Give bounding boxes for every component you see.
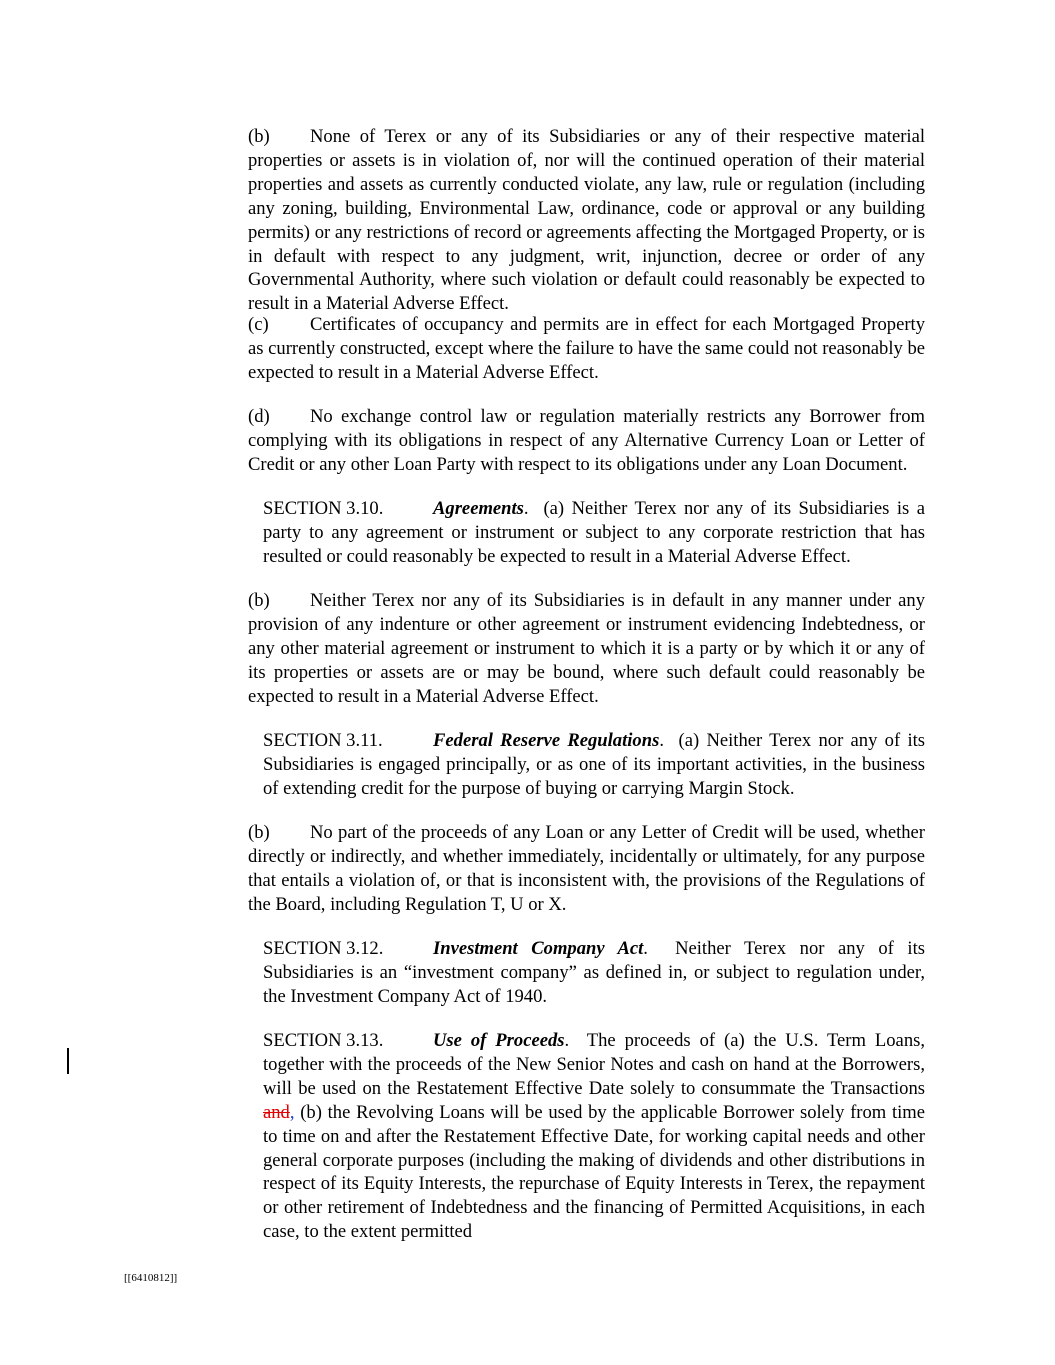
document-id-footer: [[6410812]] (124, 1272, 178, 1284)
section-heading: Investment Company Act (433, 938, 644, 959)
paragraph-text-continued: (b) the Revolving Loans will be used by the applicable Borrower solely from time to time on and after the Restatement Effective Date, for working capital needs and other general corporate purposes (including the making of dividends and other distributions in respect of its Equity Interests, the repurchase of Equity Interests in Terex, the repayment or other retirement of Indebtedness and the financing of Permitted Acquisitions, in each case, to the extent permitted (263, 1101, 925, 1243)
paragraph-text: No part of the proceeds of any Loan or any Letter of Credit will be used, whether directly or indirectly, and whether immediately, incidentally or ultimately, for any purpose that entails a violation of, or that is inconsistent with, the provisions of the Regulations of the Board, including Regulation T, U or X. (248, 822, 925, 915)
paragraph-text: None of Terex or any of its Subsidiaries or any of their respective material properties or assets is in violation of, nor will the continued operation of their material properties and assets as currently conducted violate, any law, rule or regulation (including any zoning, building, Environmental Law, ordinance, code or approval or any building permits) or any restrictions of record or agreements affecting the Mortgaged Property, or is in default with respect to any judgment, writ, injunction, decree or order of any Governmental Authority, where such violation or default could reasonably be expected to result in a Material Adverse Effect. (248, 126, 925, 315)
clause-number: (d) (248, 406, 270, 427)
section-3-10: SECTION 3.10. Agreements. (a) Neither Terex nor any of its Subsidiaries is a party to any agreement or instrument or subject to any corporate restriction that has resulted or could reasonably be expected to result in a Material Adverse Effect. (263, 498, 925, 567)
section-number: SECTION 3.12. (263, 938, 384, 959)
paragraph-text: The proceeds of (a) the U.S. Term Loans, together with the proceeds of the New Senior Notes and cash on hand at the Borrowers, will be used on the Restatement Effective Date solely to consummate the Transactions (263, 1030, 925, 1099)
paragraph-text: Certificates of occupancy and permits are in effect for each Mortgaged Property as currently constructed, except where the failure to have the same could not reasonably be expected to result in a Material Adverse Effect. (248, 314, 925, 383)
clause-number: (b) (248, 126, 270, 147)
section-3-13: SECTION 3.13. Use of Proceeds. The proceeds of (a) the U.S. Term Loans, together with the proceeds of the New Senior Notes and cash on hand at the Borrowers, will be used on the Restatement Effective Date solely to consummate the Transactions and, (b) the Revolving Loans will be used by the applicable Borrower solely from time to time on and after the Restatement Effective Date, for working capital needs and other general corporate purposes (including the making of dividends and other distributions in respect of its Equity Interests, the repurchase of Equity Interests in Terex, the repayment or other retirement of Indebtedness and the financing of Permitted Acquisitions, in each case, to the extent permitted (263, 1030, 925, 1243)
clause-number: (c) (248, 314, 269, 335)
section-number: SECTION 3.13. (263, 1030, 384, 1051)
section-number: SECTION 3.10. (263, 498, 384, 519)
paragraph-3-11-b (124, 821, 925, 917)
inserted-text: , (289, 1101, 295, 1123)
section-heading: Use of Proceeds (433, 1030, 565, 1051)
paragraph-text: (a) Neither Terex nor any of its Subsidiaries is engaged principally, or as one of its important activities, in the business of extending credit for the purpose of buying or carrying Margin Stock. (263, 730, 926, 799)
section-heading: Federal Reserve Regulations (433, 730, 660, 751)
paragraph-3-10-b (124, 589, 925, 709)
clause-number: (b) (248, 590, 270, 611)
paragraph-3-9-c (124, 313, 925, 385)
paragraph-text: (a) Neither Terex nor any of its Subsidiaries is a party to any agreement or instrument or subject to any corporate restriction that has resulted or could reasonably be expected to result in a Material Adverse Effect. (263, 498, 925, 567)
section-heading: Agreements (433, 498, 524, 519)
section-3-12: SECTION 3.12. Investment Company Act. Neither Terex nor any of its Subsidiaries is an “investment company” as defined in, or subject to regulation under, the Investment Company Act of 1940. (263, 938, 925, 1007)
paragraph-text: Neither Terex nor any of its Subsidiaries is in default in any manner under any provision of any indenture or other agreement or instrument evidencing Indebtedness, or any other material agreement or instrument to which it is a party or by which it or any of its properties or assets are or may be bound, where such default could reasonably be expected to result in a Material Adverse Effect. (248, 590, 925, 707)
paragraph-text: No exchange control law or regulation materially restricts any Borrower from complying with its obligations in respect of any Alternative Currency Loan or Letter of Credit or any other Loan Party with respect to its obligations under any Loan Document. (248, 406, 925, 475)
paragraph-3-9-b (124, 125, 925, 316)
section-number: SECTION 3.11. (263, 730, 383, 751)
section-3-11: SECTION 3.11. Federal Reserve Regulations. (a) Neither Terex nor any of its Subsidiaries is engaged principally, or as one of its important activities, in the business of extending credit for the purpose of buying or carrying Margin Stock. (263, 730, 926, 799)
paragraph-text: Neither Terex nor any of its Subsidiaries is an “investment company” as defined in, or subject to regulation under, the Investment Company Act of 1940. (263, 938, 925, 1007)
paragraph-3-9-d (124, 405, 925, 477)
clause-number: (b) (248, 822, 270, 843)
deleted-text: and (263, 1101, 290, 1123)
revision-change-bar (67, 1048, 69, 1074)
